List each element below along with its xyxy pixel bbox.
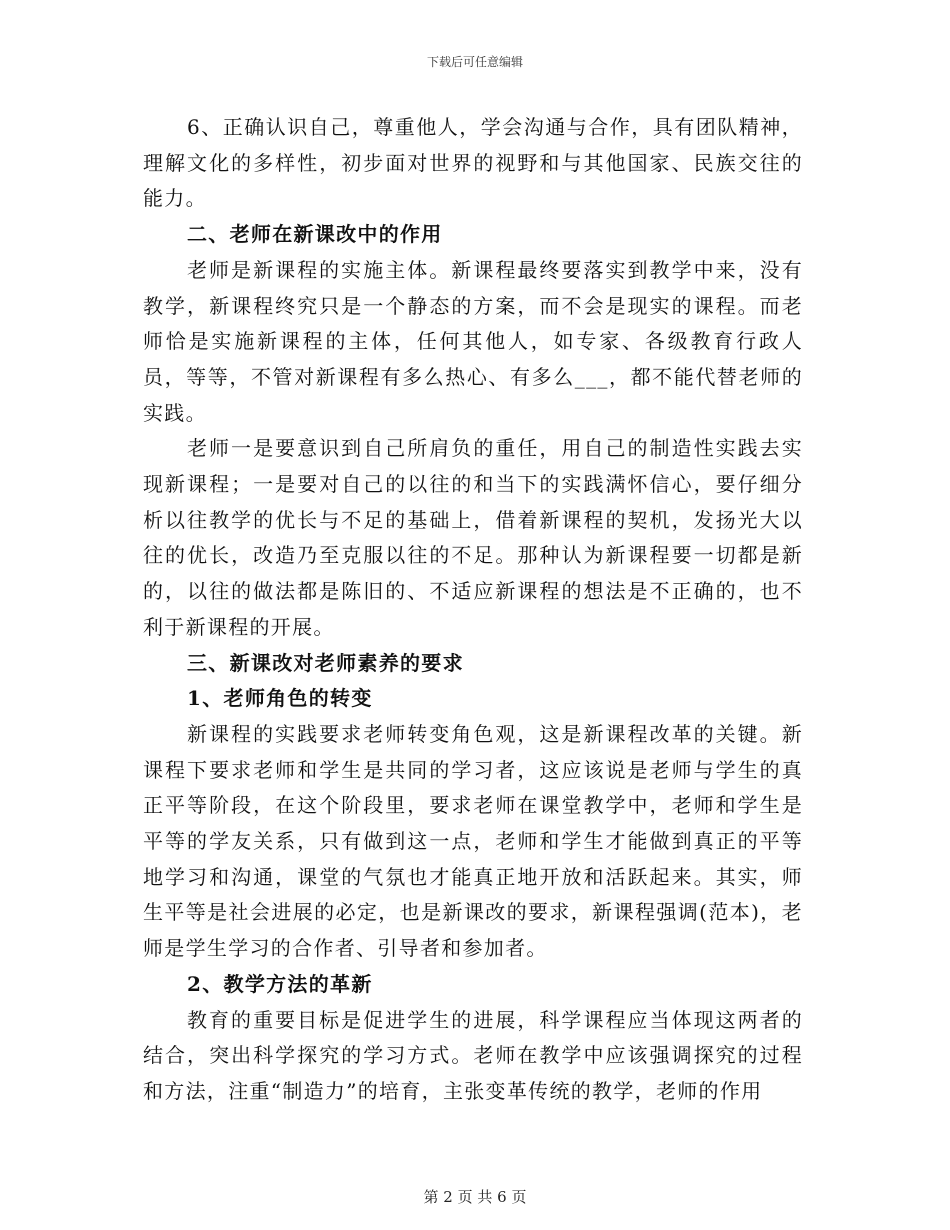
page-footer: 第 2 页 共 6 页 (423, 1188, 527, 1206)
paragraph-teacher-role-1: 老师是新课程的实施主体。新课程最终要落实到教学中来，没有教学，新课程终究只是一个静态的方案，而不会是现实的课程。而老师恰是实施新课程的主体，任何其他人，如专家、各级教育行政人员，等等，不管对新课程有多么热心、有多么___，都不能代替老师的实践。 (143, 257, 803, 425)
section-heading-2: 二、老师在新课改中的作用 (187, 222, 443, 247)
paragraph-teacher-role-2: 老师一是要意识到自己所肩负的重任，用自己的制造性实践去实现新课程；一是要对自己的以往的和当下的实践满怀信心，要仔细分析以往教学的优长与不足的基础上，借着新课程的契机，发扬光大以往的优长，改造乃至克服以往的不足。那种认为新课程要一切都是新的，以往的做法都是陈旧的、不适应新课程的想法是不正确的，也不利于新课程的开展。 (143, 436, 803, 639)
subsection-heading-2: 2、教学方法的革新 (187, 971, 373, 996)
paragraph-teaching-method: 教育的重要目标是促进学生的进展，科学课程应当体现这两者的结合，突出科学探究的学习方式。老师在教学中应该强调探究的过程和方法，注重“制造力”的培育，主张变革传统的教学，老师的作用 (143, 1007, 803, 1103)
subsection-heading-1: 1、老师角色的转变 (187, 686, 373, 711)
paragraph-role-change: 新课程的实践要求老师转变角色观，这是新课程改革的关键。新课程下要求老师和学生是共同的学习者，这应该说是老师与学生的真正平等阶段，在这个阶段里，要求老师在课堂教学中，老师和学生是平等的学友关系，只有做到这一点，老师和学生才能做到真正的平等地学习和沟通，课堂的气氛也才能真正地开放和活跃起来。其实，师生平等是社会进展的必定，也是新课改的要求，新课程强调(范本)，老师是学生学习的合作者、引导者和参加者。 (143, 721, 803, 961)
section-heading-3: 三、新课改对老师素养的要求 (187, 650, 464, 675)
page-header: 下载后可任意编辑 (426, 55, 523, 69)
document-body (143, 110, 803, 1110)
paragraph-goal-6: 6、正确认识自己，尊重他人，学会沟通与合作，具有团队精神，理解文化的多样性，初步面对世界的视野和与其他国家、民族交往的能力。 (143, 115, 803, 211)
